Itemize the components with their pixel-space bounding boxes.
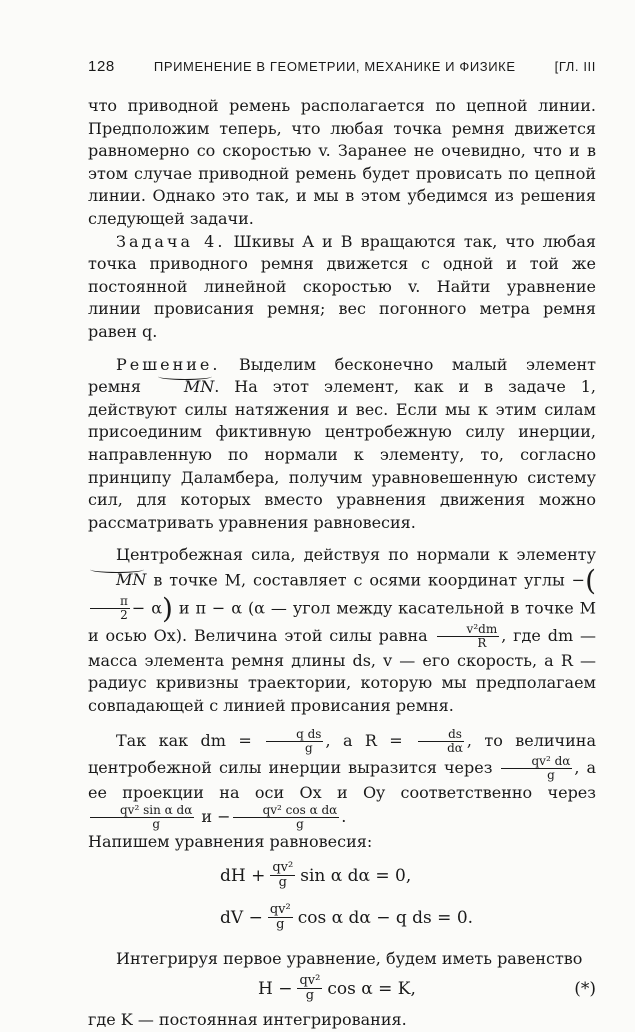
- denominator: R: [477, 635, 487, 650]
- numerator: q ds: [266, 728, 323, 742]
- fraction-r: [417, 728, 465, 755]
- solution-text-a: Выделим бесконечно малый элемент ремня: [88, 354, 596, 397]
- fraction-pi-half: [90, 595, 130, 622]
- integration-paragraph: Интегрируя первое уравнение, будем иметь равенство: [116, 948, 583, 968]
- denominator: g: [547, 767, 555, 782]
- numerator: qv²: [272, 860, 294, 876]
- text-fragment: и π − α (α — угол между касательной в точке M и осью Ox). Величина этой силы равна: [88, 598, 597, 645]
- fraction-force: [437, 623, 500, 650]
- chapter-label: [ГЛ. III: [554, 59, 596, 74]
- solution-text-b: . На этот элемент, как и в задаче 1, действуют силы натяжения и вес. Если мы к этим силам присоединим фиктивную центробежную силу инерции, направленную по нормали к элементу, то, согласно принципу Даламбера, получим уравновешенную систему сил, для которых вместо уравнения движения можно рассматривать уравнения равновесия.: [88, 377, 596, 532]
- equation-1: [88, 856, 596, 896]
- numerator: ds: [418, 728, 464, 742]
- paren-close: ): [162, 591, 173, 625]
- fraction-proj-y: [233, 804, 340, 831]
- numerator: qv²: [269, 902, 291, 918]
- eq-part: cos α dα − q ds = 0.: [297, 907, 474, 928]
- fraction-qv2-g: [270, 861, 295, 890]
- numerator: π: [90, 595, 130, 609]
- denominator: g: [305, 988, 315, 1004]
- text-fragment: − α: [131, 598, 163, 618]
- equation-3: [88, 974, 596, 1003]
- fraction-qv2-g: [268, 903, 293, 932]
- numerator: qv² cos α dα: [233, 804, 340, 818]
- eq-part: sin α dα = 0,: [300, 865, 412, 886]
- denominator: g: [276, 917, 285, 933]
- text-fragment: .: [341, 807, 347, 827]
- problem-statement: [88, 231, 596, 344]
- denominator: g: [278, 875, 287, 891]
- page-number: 128: [88, 58, 115, 75]
- constant-note: где K — постоянная интегрирования.: [88, 1010, 407, 1030]
- centrifugal-paragraph: [88, 544, 596, 717]
- numerator: v²dm: [437, 623, 500, 637]
- equation-3-body: [88, 974, 416, 1003]
- fraction-proj-x: [90, 804, 194, 831]
- equation-2: [88, 898, 596, 938]
- text-fragment: , где dm — масса элемента ремня длины ds, v — его скорость, a R — радиус кривизны траектории, которую мы предполагаем совпадающей с линией провисания ремня.: [88, 625, 596, 716]
- numerator: qv² dα: [501, 755, 572, 769]
- running-header: [88, 58, 596, 75]
- eq-part: dV −: [220, 907, 263, 928]
- numerator: qv² sin α dα: [90, 804, 194, 818]
- projection-paragraph: [88, 728, 596, 832]
- solution-paragraph: [88, 354, 596, 535]
- numerator: qv²: [299, 973, 321, 989]
- text-fragment: в точке M, составляет с осями координат углы −: [153, 570, 586, 590]
- denominator: g: [304, 740, 313, 755]
- text-fragment: Центробежная сила, действуя по нормали к элементу: [116, 545, 596, 565]
- denominator: g: [296, 817, 304, 832]
- eq-part: cos α = K,: [327, 978, 416, 999]
- text-fragment: , а ее проекции на оси Ox и Oy соответственно через: [88, 757, 596, 802]
- denominator: 2: [120, 608, 128, 623]
- eq-part: dH +: [220, 865, 266, 886]
- fraction-dm: [266, 728, 323, 755]
- problem-text: Шкивы A и B вращаются так, что любая точка приводного ремня движется с одной и той же постоянной линейной скоростью v. Найти уравнение линии провисания ремня; вес погонного метра ремня равен q.: [88, 231, 596, 341]
- equilibrium-intro: Напишем уравнения равновесия:: [88, 832, 373, 852]
- book-page: [88, 58, 596, 1032]
- text-fragment: Так как dm =: [116, 730, 252, 750]
- solution-label: Решение.: [116, 354, 221, 374]
- fraction-qv2-g: [297, 974, 322, 1003]
- denominator: g: [152, 817, 160, 832]
- running-title: ПРИМЕНЕНИЕ В ГЕОМЕТРИИ, МЕХАНИКЕ И ФИЗИКЕ: [153, 59, 516, 74]
- arc-mn: MN: [156, 376, 214, 399]
- text-fragment: , то величина центробежной силы инерции выразится через: [88, 730, 596, 777]
- fraction-force-magnitude: [501, 755, 572, 782]
- eq-part: H −: [258, 978, 293, 999]
- paren-open: (: [585, 563, 596, 597]
- arc-mn-2: MN: [88, 569, 146, 592]
- problem-label: Задача 4.: [116, 231, 226, 251]
- text-fragment: , а R =: [325, 730, 403, 750]
- paragraph-intro: что приводной ремень располагается по цепной линии. Предположим теперь, что любая точка ремня движется равномерно со скоростью v. Заранее не очевидно, что и в этом случае приводной ремень будет провисать по цепной линии. Однако это так, и мы в этом убедимся из решения следующей задачи.: [88, 96, 596, 228]
- text-fragment: и −: [201, 807, 231, 827]
- equation-tag: (*): [574, 978, 596, 999]
- denominator: dα: [447, 740, 463, 755]
